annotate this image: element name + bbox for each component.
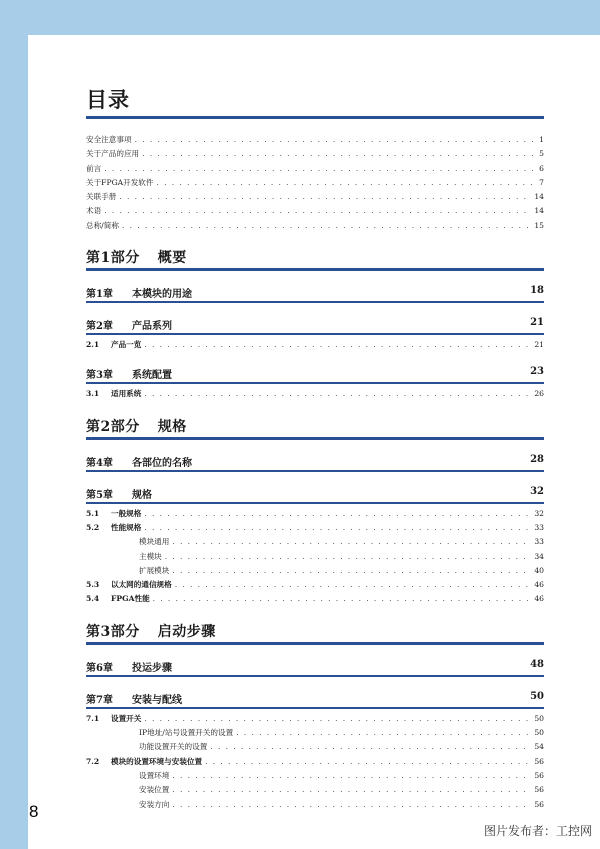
toc-entry[interactable]: [86, 219, 544, 233]
entry-title-text: 安全注意事项: [86, 135, 132, 144]
chapter-heading[interactable]: [86, 659, 544, 677]
entry-title: [86, 176, 157, 190]
entry-title-text: 主模块: [139, 551, 162, 561]
toc-entry[interactable]: [86, 133, 544, 147]
toc-entry[interactable]: [86, 190, 544, 204]
chapter-name: 产品系列: [132, 321, 172, 333]
toc-entry[interactable]: [86, 162, 544, 176]
parts-list: [86, 247, 544, 812]
entry-page: 32: [534, 508, 544, 518]
entry-title: [86, 204, 104, 218]
part-title: 规格: [157, 418, 187, 435]
chapter-heading[interactable]: [86, 486, 544, 504]
toc-entry[interactable]: [86, 147, 544, 161]
entry-title: [86, 578, 175, 592]
part-title: 启动步骤: [157, 623, 216, 640]
entry-page: 46: [534, 594, 544, 604]
section-number: 5.3: [86, 580, 100, 590]
entry-title-text: 总称/简称: [86, 220, 119, 230]
entry-title: [86, 190, 119, 204]
chapter-title: [86, 454, 192, 469]
entry-page: 33: [534, 522, 544, 532]
dot-leader: [122, 219, 531, 233]
section-number: 5.4: [86, 594, 100, 604]
dot-leader: [144, 712, 531, 726]
chapter-name: 安装与配线: [132, 694, 182, 706]
chapter-heading[interactable]: [86, 317, 544, 335]
page-number: 8: [29, 802, 39, 821]
chapter-page: 32: [530, 485, 544, 497]
dot-leader: [172, 798, 531, 812]
entry-title: [86, 521, 144, 535]
entry-title-text: 前言: [86, 163, 102, 173]
chapter-page: 18: [530, 285, 544, 297]
entry-title-text: IP地址/站号设置开关的设置: [139, 728, 234, 738]
entry-title: [86, 507, 144, 521]
entry-title-text: 安装方向: [139, 799, 170, 809]
entry-title: [86, 592, 153, 606]
entry-page: 14: [534, 192, 544, 202]
entry-title: [86, 338, 144, 352]
entry-title: [86, 219, 122, 233]
entry-title-text: 模块的设置环境与安装位置: [111, 756, 203, 766]
entry-title: [86, 387, 144, 401]
entry-title-text: 模块通用: [139, 537, 170, 547]
chapter-page: 50: [530, 690, 544, 702]
toc-entry[interactable]: [86, 726, 544, 740]
chapter-label: 第3章: [86, 370, 113, 382]
entry-title-text: 设置开关: [111, 713, 142, 723]
chapter-title: [86, 691, 182, 706]
dot-leader: [142, 147, 536, 161]
dot-leader: [144, 521, 531, 535]
toc-entry[interactable]: [86, 176, 544, 190]
dot-leader: [144, 338, 531, 352]
chapter-page: 28: [530, 453, 544, 465]
entry-title-text: 性能规格: [111, 522, 142, 532]
entry-title-text: 功能设置开关的设置: [139, 742, 208, 752]
entry-title: [86, 147, 142, 161]
section-number: 7.1: [86, 713, 100, 723]
part-label: 第2部分: [86, 418, 140, 435]
publisher-watermark: 图片发布者：工控网: [483, 824, 592, 838]
chapter-title: [86, 659, 172, 674]
toc-entry[interactable]: [86, 507, 544, 521]
chapter-title: [86, 366, 172, 381]
entry-page: 1: [539, 135, 544, 144]
entry-title: [86, 162, 104, 176]
toc-title: 目录: [86, 84, 544, 119]
entry-title-text: 一般规格: [111, 508, 142, 518]
chapter-page: 21: [530, 317, 544, 329]
part-title: 概要: [157, 250, 187, 267]
chapter-heading[interactable]: [86, 285, 544, 303]
entry-page: 40: [534, 565, 544, 575]
entry-title-text: 产品一览: [111, 340, 142, 350]
table-of-contents: [86, 84, 544, 812]
part-heading[interactable]: [86, 416, 544, 440]
dot-leader: [135, 133, 537, 147]
toc-entry[interactable]: [86, 755, 544, 769]
entry-title: [86, 726, 236, 740]
part-label: 第3部分: [86, 623, 140, 640]
entry-title-text: 关联手册: [86, 192, 117, 202]
chapter-name: 本模块的用途: [132, 289, 192, 301]
chapter-name: 系统配置: [132, 370, 172, 382]
left-frame-bar: [0, 0, 28, 849]
part-heading[interactable]: [86, 621, 544, 645]
entry-title: [86, 564, 172, 578]
entry-title-text: 术语: [86, 206, 102, 216]
chapter-title: [86, 486, 152, 501]
chapter-title: [86, 317, 172, 332]
entry-title-text: FPGA性能: [111, 594, 150, 604]
entry-title: [86, 535, 172, 549]
entry-page: 46: [534, 580, 544, 590]
dot-leader: [205, 755, 531, 769]
toc-entry[interactable]: [86, 798, 544, 812]
dot-leader: [236, 726, 531, 740]
toc-entry[interactable]: [86, 564, 544, 578]
chapter-label: 第2章: [86, 321, 113, 333]
entry-page: 21: [534, 340, 544, 350]
entry-page: 56: [534, 770, 544, 780]
chapter-label: 第1章: [86, 289, 113, 301]
entry-page: 15: [534, 220, 544, 230]
toc-entry[interactable]: [86, 740, 544, 754]
entry-title-text: 适用系统: [111, 389, 142, 399]
entry-page: 7: [539, 177, 544, 187]
dot-leader: [172, 769, 531, 783]
entry-page: 50: [534, 728, 544, 738]
dot-leader: [157, 176, 537, 190]
dot-leader: [210, 740, 531, 754]
chapter-heading[interactable]: [86, 454, 544, 472]
dot-leader: [172, 783, 531, 797]
toc-entry[interactable]: [86, 783, 544, 797]
chapter-label: 第7章: [86, 694, 113, 706]
chapter-heading[interactable]: [86, 366, 544, 384]
entry-page: 54: [534, 742, 544, 752]
entry-title: [86, 133, 135, 147]
front-matter-list: [86, 133, 544, 233]
entry-page: 26: [534, 389, 544, 399]
toc-entry[interactable]: [86, 712, 544, 726]
chapter-page: 48: [530, 658, 544, 670]
dot-leader: [144, 387, 531, 401]
part-heading[interactable]: [86, 247, 544, 271]
toc-entry[interactable]: [86, 578, 544, 592]
entry-title-text: 安装位置: [139, 785, 170, 795]
toc-entry[interactable]: [86, 550, 544, 564]
entry-title-text: 关于产品的应用: [86, 149, 140, 159]
toc-entry[interactable]: [86, 592, 544, 606]
entry-page: 50: [534, 713, 544, 723]
entry-title: [86, 712, 144, 726]
dot-leader: [175, 578, 532, 592]
top-frame-bar: [0, 0, 600, 35]
entry-title: [86, 740, 210, 754]
entry-title: [86, 769, 172, 783]
dot-leader: [172, 535, 531, 549]
dot-leader: [172, 564, 531, 578]
toc-entry[interactable]: [86, 204, 544, 218]
dot-leader: [104, 162, 536, 176]
dot-leader: [153, 592, 532, 606]
dot-leader: [144, 507, 531, 521]
dot-leader: [119, 190, 531, 204]
entry-title-text: 以太网的通信规格: [111, 580, 172, 590]
entry-title-text: 设置环境: [139, 770, 170, 780]
toc-entry[interactable]: [86, 387, 544, 401]
entry-page: 33: [534, 537, 544, 547]
entry-page: 5: [539, 149, 544, 159]
entry-page: 56: [534, 799, 544, 809]
entry-title: [86, 798, 172, 812]
section-number: 7.2: [86, 756, 100, 766]
chapter-name: 各部位的名称: [132, 457, 192, 469]
chapter-title: [86, 285, 192, 300]
entry-page: 56: [534, 756, 544, 766]
section-number: 3.1: [86, 389, 100, 399]
toc-entry[interactable]: [86, 521, 544, 535]
chapter-heading[interactable]: [86, 691, 544, 709]
chapter-name: 投运步骤: [132, 662, 172, 674]
dot-leader: [104, 204, 531, 218]
toc-entry[interactable]: [86, 535, 544, 549]
entry-title-text: 扩展模块: [139, 565, 170, 575]
chapter-label: 第5章: [86, 489, 113, 501]
chapter-label: 第6章: [86, 662, 113, 674]
section-number: 5.1: [86, 508, 100, 518]
chapter-page: 23: [530, 366, 544, 378]
entry-page: 56: [534, 785, 544, 795]
chapter-name: 规格: [132, 489, 152, 501]
toc-entry[interactable]: [86, 338, 544, 352]
section-number: 5.2: [86, 522, 100, 532]
chapter-label: 第4章: [86, 457, 113, 469]
entry-page: 34: [534, 551, 544, 561]
section-number: 2.1: [86, 340, 100, 350]
entry-page: 14: [534, 206, 544, 216]
part-label: 第1部分: [86, 250, 140, 267]
entry-title-text: 关于FPGA开发软件: [86, 177, 154, 187]
toc-entry[interactable]: [86, 769, 544, 783]
entry-title: [86, 550, 165, 564]
dot-leader: [165, 550, 532, 564]
entry-title: [86, 755, 205, 769]
entry-title: [86, 783, 172, 797]
entry-page: 6: [539, 163, 544, 173]
